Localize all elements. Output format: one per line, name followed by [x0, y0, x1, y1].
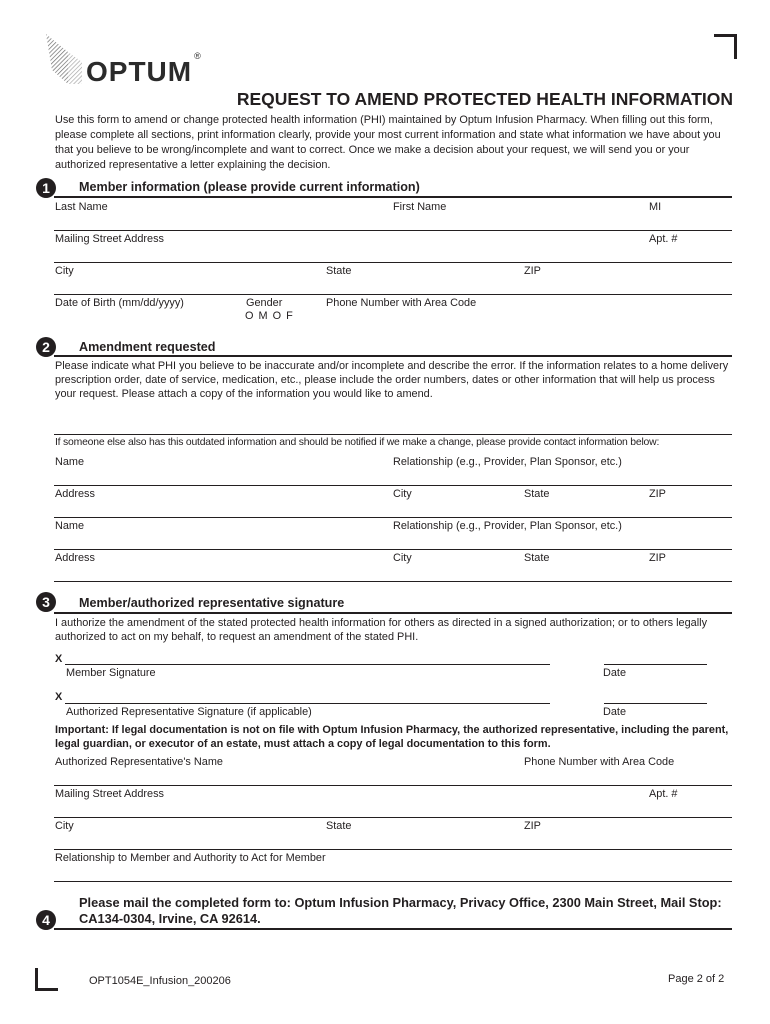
rep-relationship-field[interactable]: [54, 881, 732, 882]
brand-logo: OPTUM®: [86, 50, 202, 87]
crop-mark-bottom-left: [35, 968, 58, 991]
contact-1-city-label: City: [393, 488, 412, 500]
zip-label: ZIP: [524, 265, 541, 277]
rep-state-label: State: [326, 820, 352, 832]
member-signature-label: Member Signature: [66, 667, 156, 679]
city-field[interactable]: [54, 294, 732, 295]
rep-date-field[interactable]: [604, 703, 707, 704]
rep-city-label: City: [55, 820, 74, 832]
rep-phone-label: Phone Number with Area Code: [524, 756, 675, 768]
section-3-title: Member/authorized representative signature: [79, 596, 345, 610]
first-name-label: First Name: [393, 201, 447, 213]
notify-instructions: If someone else also has this outdated information and should be notified if we make a change, please provide contact information below:: [55, 437, 660, 448]
dob-label: Date of Birth (mm/dd/yyyy): [55, 297, 184, 309]
contact-2-relationship-label: Relationship (e.g., Provider, Plan Sponsor, etc.): [393, 520, 622, 532]
contact-1-name-label: Name: [55, 456, 85, 468]
contact-2-address-label: Address: [55, 552, 95, 564]
contact-1-address-field[interactable]: [54, 517, 732, 518]
page-number: Page 2 of 2: [668, 973, 725, 985]
contact-2-address-field[interactable]: [54, 581, 732, 582]
section-1-title: Member information (please provide current information): [79, 180, 420, 194]
rep-city-field[interactable]: [54, 849, 732, 850]
important-note: Important: If legal documentation is not on file with Optum Infusion Pharmacy, the authorized representative, including the parent, legal guardian, or executor of an estate, must attach a copy of legal documentation to this form.: [55, 724, 729, 750]
rep-relationship-label: Relationship to Member and Authority to Act for Member: [55, 852, 326, 864]
rep-street-field[interactable]: [54, 817, 732, 818]
authorization-text: I authorize the amendment of the stated protected health information for others as directed in a signed authorization; or to others legally authorized to act on my behalf, to request an amendment of the stated PHI.: [55, 617, 708, 643]
phone-label: Phone Number with Area Code: [326, 297, 477, 309]
gender-options[interactable]: O M O F: [245, 310, 294, 322]
section-number-3: 3: [36, 592, 56, 612]
contact-1-relationship-label: Relationship (e.g., Provider, Plan Sponsor, etc.): [393, 456, 622, 468]
rep-signature-label: Authorized Representative Signature (if applicable): [66, 706, 312, 718]
section-number-2: 2: [36, 337, 56, 357]
member-signature-field[interactable]: [65, 664, 550, 665]
crop-mark-top-right: [714, 34, 737, 59]
section-2-title: Amendment requested: [79, 340, 216, 354]
form-code: OPT1054E_Infusion_200206: [89, 975, 231, 987]
contact-1-name-field[interactable]: [54, 485, 732, 486]
city-label: City: [55, 265, 74, 277]
contact-1-zip-label: ZIP: [649, 488, 666, 500]
page-title: REQUEST TO AMEND PROTECTED HEALTH INFORMATION: [236, 89, 733, 109]
mi-label: MI: [649, 201, 662, 213]
section-number-4: 4: [36, 910, 56, 930]
rep-signature-x: X: [55, 691, 63, 703]
amendment-instructions: Please indicate what PHI you believe to be inaccurate and/or incomplete and describe the error. If the information relates to a home delivery prescription order, date of service, medication, etc., please include the order numbers, dates or other information that will help us process your request. Please attach a copy of the information you would like to amend.: [55, 360, 729, 400]
optum-logo-icon: [38, 30, 84, 88]
section-number-1: 1: [36, 178, 56, 198]
member-date-field[interactable]: [604, 664, 707, 665]
contact-2-name-field[interactable]: [54, 549, 732, 550]
rep-name-field[interactable]: [54, 785, 732, 786]
rep-signature-field[interactable]: [65, 703, 550, 704]
section-2-rule: [54, 355, 732, 357]
gender-label: Gender: [246, 297, 283, 309]
intro-text: Use this form to amend or change protected health information (PHI) maintained by Optum Infusion Pharmacy. When filling out this form, please complete all sections, print information clearly, provide your most current information and state what information we have about you that you believe to be wrong/incomplete and want to correct. Once we make a decision about your request, we will send you or your authorized representative a letter explaining the decision.: [55, 114, 721, 171]
section-4-rule: [54, 928, 732, 930]
section-1-rule: [54, 196, 732, 198]
rep-apt-label: Apt. #: [649, 788, 678, 800]
contact-1-state-label: State: [524, 488, 550, 500]
mail-instructions: Please mail the completed form to: Optum Infusion Pharmacy, Privacy Office, 2300 Main Street, Mail Stop: CA134-0304, Irvine, CA 92614.: [79, 895, 722, 926]
amendment-field[interactable]: [54, 434, 732, 435]
member-date-label: Date: [603, 667, 627, 679]
rep-street-label: Mailing Street Address: [55, 788, 164, 800]
apt-label: Apt. #: [649, 233, 678, 245]
contact-2-state-label: State: [524, 552, 550, 564]
last-name-label: Last Name: [55, 201, 108, 213]
rep-zip-label: ZIP: [524, 820, 541, 832]
contact-2-zip-label: ZIP: [649, 552, 666, 564]
contact-1-address-label: Address: [55, 488, 95, 500]
street-field[interactable]: [54, 262, 732, 263]
member-signature-x: X: [55, 653, 63, 665]
last-name-field[interactable]: [54, 230, 732, 231]
contact-2-name-label: Name: [55, 520, 85, 532]
state-label: State: [326, 265, 352, 277]
street-label: Mailing Street Address: [55, 233, 164, 245]
contact-2-city-label: City: [393, 552, 412, 564]
rep-name-label: Authorized Representative's Name: [55, 756, 223, 768]
section-3-rule: [54, 612, 732, 614]
rep-date-label: Date: [603, 706, 627, 718]
